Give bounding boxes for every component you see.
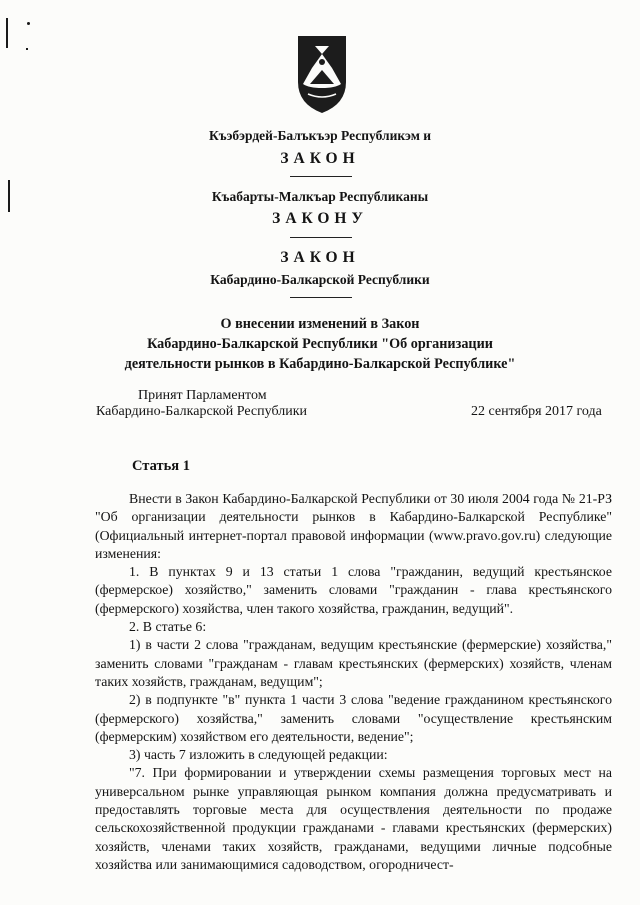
paragraph: 2. В статье 6: [129, 619, 207, 635]
divider [290, 176, 352, 177]
divider [290, 237, 352, 238]
law-title-line: О внесении изменений в Закон [220, 316, 420, 332]
kabardian-law-label: ЗАКОН [280, 150, 360, 167]
scan-mark-dot [27, 22, 30, 25]
paragraph: Внести в Закон Кабардино-Балкарской Республики от 30 июля 2004 года № 21-РЗ "Об организации деятельности рынков в Кабардино-Балкарской Республике" (Официальный интернет-портал правовой информации (www.pravo.gov.ru) следующие изменения: [95, 491, 612, 561]
kabardian-republic-label: Къэбэрдей-Балъкъэр Республикэм и [208, 128, 432, 143]
coat-of-arms-emblem [297, 32, 347, 114]
adoption-date: 22 сентября 2017 года [471, 404, 602, 419]
paragraph: "7. При формировании и утверждении схемы размещения торговых мест на универсальном рынке управляющая рынком компания должна предусматривать и предоставлять торговые места для осуществления деятельности по продаже сельскохозяйственной продукции гражданами - главами крестьянских (фермерских) хозяйств, членами таких хозяйств, гражданами, ведущими личные подсобные хозяйства или занимающимися садоводством, огородничест- [95, 765, 612, 872]
paragraph: 2) в подпункте "в" пункта 1 части 3 слова "ведение гражданином крестьянского (фермерского) хозяйства," заменить словами "осуществление крестьянским (фермерским) хозяйством его деятельности, ведение"; [95, 692, 612, 744]
paragraph: 3) часть 7 изложить в следующей редакции: [129, 747, 388, 763]
divider [290, 297, 352, 298]
russian-law-label: ЗАКОН [280, 249, 360, 266]
russian-republic-label: Кабардино-Балкарской Республики [210, 272, 430, 287]
scan-mark-left-top [6, 18, 8, 48]
article-body [95, 490, 612, 874]
balkar-republic-label: Къабарты-Малкъар Республиканы [211, 189, 429, 204]
paragraph: 1) в части 2 слова "гражданам, ведущим крестьянские (фермерские) хозяйства," заменить словами "гражданам - главам крестьянских (фермерских) хозяйств, членам таких хозяйств, гражданам, ведущим"; [95, 637, 612, 689]
scan-mark-dot [26, 48, 28, 50]
adopted-by-line: Принят Парламентом [138, 388, 267, 403]
adopted-by-body: Кабардино-Балкарской Республики [96, 404, 307, 419]
law-title-line: деятельности рынков в Кабардино-Балкарской Республике" [124, 356, 516, 372]
article-heading: Статья 1 [132, 458, 190, 474]
law-title-line: Кабардино-Балкарской Республики "Об организации [147, 336, 493, 352]
balkar-law-label: ЗАКОНУ [272, 210, 368, 227]
paragraph: 1. В пунктах 9 и 13 статьи 1 слова "гражданин, ведущий крестьянское (фермерское) хозяйство," заменить словами "гражданин - глава крестьянского (фермерского) хозяйства, член такого хозяйства, гражданин, ведущий". [95, 564, 612, 616]
